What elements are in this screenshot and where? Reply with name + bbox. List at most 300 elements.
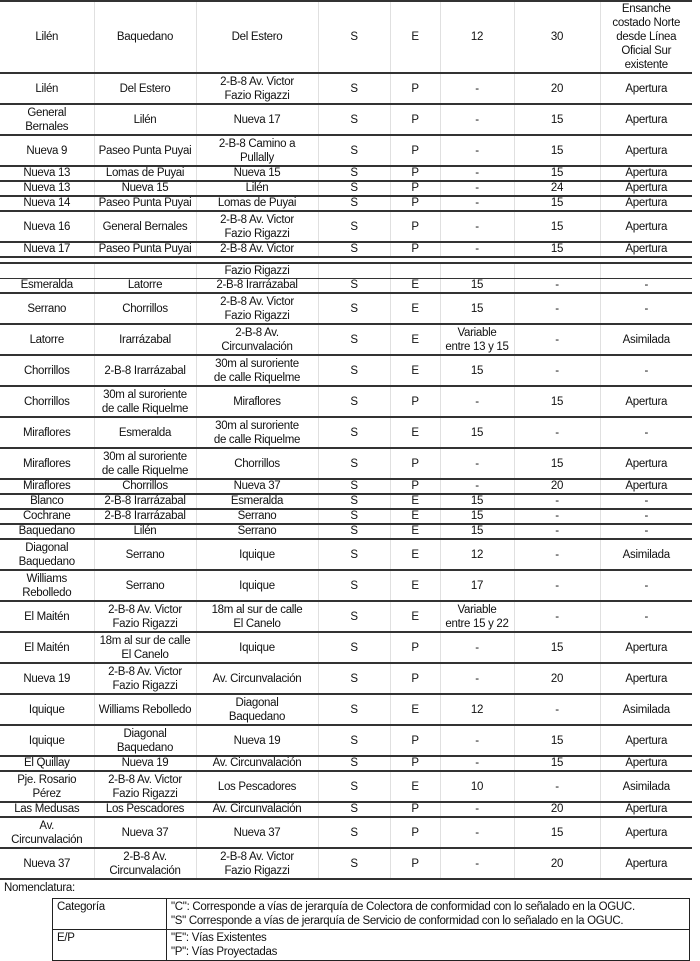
category-cell: S xyxy=(318,324,390,355)
existing-width-cell: - xyxy=(440,632,514,663)
existing-width-cell: - xyxy=(440,181,514,196)
to-street-cell: Iquique xyxy=(196,570,318,601)
projected-width-cell: 20 xyxy=(514,663,600,694)
road-table xyxy=(0,2,692,880)
from-street-cell: Diagonal Baquedano xyxy=(94,725,196,756)
observation-cell: - xyxy=(600,601,692,632)
observation-cell: - xyxy=(600,279,692,294)
street-name-cell xyxy=(0,263,94,279)
to-street-cell: Av. Circunvalación xyxy=(196,802,318,817)
category-cell: S xyxy=(318,817,390,848)
observation-cell: Apertura xyxy=(600,135,692,166)
projected-width-cell: 15 xyxy=(514,756,600,771)
projected-width-cell: - xyxy=(514,509,600,524)
street-name-cell: Nueva 17 xyxy=(0,242,94,257)
from-street-cell: 2-B-8 Av. Victor Fazio Rigazzi xyxy=(94,601,196,632)
existing-width-cell: 12 xyxy=(440,2,514,73)
projected-width-cell: - xyxy=(514,293,600,324)
category-cell: S xyxy=(318,166,390,181)
status-cell: E xyxy=(390,494,440,509)
observation-cell: Apertura xyxy=(600,448,692,479)
status-cell: P xyxy=(390,448,440,479)
projected-width-cell: - xyxy=(514,279,600,294)
status-cell: P xyxy=(390,135,440,166)
table-row xyxy=(0,135,692,166)
to-street-cell: Chorrillos xyxy=(196,448,318,479)
category-cell: S xyxy=(318,802,390,817)
table-row xyxy=(0,524,692,539)
to-street-cell: Serrano xyxy=(196,524,318,539)
nomenclature-label: Nomenclatura: xyxy=(4,882,75,894)
status-cell: E xyxy=(390,324,440,355)
projected-width-cell: 20 xyxy=(514,479,600,494)
existing-width-cell: - xyxy=(440,479,514,494)
projected-width-cell: 20 xyxy=(514,848,600,879)
from-street-cell: Paseo Punta Puyai xyxy=(94,135,196,166)
to-street-cell: Lomas de Puyai xyxy=(196,196,318,211)
observation-cell: Apertura xyxy=(600,386,692,417)
projected-width-cell: - xyxy=(514,570,600,601)
street-name-cell: Williams Rebolledo xyxy=(0,570,94,601)
to-street-cell: 2-B-8 Av. Victor xyxy=(196,242,318,257)
projected-width-cell: 30 xyxy=(514,2,600,73)
category-cell: S xyxy=(318,2,390,73)
observation-cell: Apertura xyxy=(600,663,692,694)
street-name-cell: Iquique xyxy=(0,725,94,756)
projected-width-cell: 24 xyxy=(514,181,600,196)
category-cell: S xyxy=(318,448,390,479)
category-cell: S xyxy=(318,694,390,725)
to-street-cell: 2-B-8 Av. Victor Fazio Rigazzi xyxy=(196,211,318,242)
to-street-cell: Fazio Rigazzi xyxy=(196,263,318,279)
street-name-cell: Pje. Rosario Pérez xyxy=(0,771,94,802)
projected-width-cell: 15 xyxy=(514,211,600,242)
from-street-cell: Del Estero xyxy=(94,73,196,104)
projected-width-cell: - xyxy=(514,539,600,570)
status-cell: P xyxy=(390,166,440,181)
to-street-cell: 2-B-8 Irarrázabal xyxy=(196,279,318,294)
existing-width-cell: - xyxy=(440,663,514,694)
existing-width-cell: - xyxy=(440,817,514,848)
nomenclature-table xyxy=(52,898,690,961)
observation-cell: Apertura xyxy=(600,756,692,771)
to-street-cell: 30m al suroriente de calle Riquelme xyxy=(196,355,318,386)
table-row xyxy=(0,570,692,601)
table-row xyxy=(0,417,692,448)
category-cell: S xyxy=(318,509,390,524)
existing-width-cell: Variable entre 13 y 15 xyxy=(440,324,514,355)
from-street-cell: Chorrillos xyxy=(94,293,196,324)
projected-width-cell: - xyxy=(514,524,600,539)
from-street-cell: 2-B-8 Av. Victor Fazio Rigazzi xyxy=(94,771,196,802)
legend-value xyxy=(167,930,690,961)
observation-cell: - xyxy=(600,494,692,509)
table-row xyxy=(0,694,692,725)
table-row xyxy=(0,539,692,570)
from-street-cell: Lilén xyxy=(94,524,196,539)
legend-line: "E": Vías Existentes xyxy=(171,932,267,944)
from-street-cell: Baquedano xyxy=(94,2,196,73)
status-cell: P xyxy=(390,479,440,494)
table-row xyxy=(0,494,692,509)
to-street-cell: 18m al sur de calle El Canelo xyxy=(196,601,318,632)
from-street-cell: Irarrázabal xyxy=(94,324,196,355)
category-cell: S xyxy=(318,242,390,257)
from-street-cell: Nueva 15 xyxy=(94,181,196,196)
existing-width-cell: - xyxy=(440,725,514,756)
street-name-cell: El Quillay xyxy=(0,756,94,771)
projected-width-cell: 15 xyxy=(514,242,600,257)
projected-width-cell: - xyxy=(514,494,600,509)
to-street-cell: 2-B-8 Av. Victor Fazio Rigazzi xyxy=(196,848,318,879)
from-street-cell: Lomas de Puyai xyxy=(94,166,196,181)
table-row xyxy=(0,181,692,196)
table-row xyxy=(0,73,692,104)
street-name-cell: Miraflores xyxy=(0,417,94,448)
street-name-cell: Chorrillos xyxy=(0,355,94,386)
projected-width-cell: 15 xyxy=(514,386,600,417)
existing-width-cell: - xyxy=(440,802,514,817)
existing-width-cell: 15 xyxy=(440,524,514,539)
street-name-cell: Serrano xyxy=(0,293,94,324)
to-street-cell: Lilén xyxy=(196,181,318,196)
from-street-cell: Lilén xyxy=(94,104,196,135)
table-row xyxy=(0,324,692,355)
from-street-cell: Los Pescadores xyxy=(94,802,196,817)
legend-value xyxy=(167,899,690,930)
status-cell: E xyxy=(390,2,440,73)
table-row xyxy=(0,242,692,257)
to-street-cell: Nueva 37 xyxy=(196,817,318,848)
table-row xyxy=(0,632,692,663)
from-street-cell: Serrano xyxy=(94,539,196,570)
status-cell: E xyxy=(390,509,440,524)
projected-width-cell: - xyxy=(514,324,600,355)
table-row xyxy=(0,756,692,771)
category-cell: S xyxy=(318,848,390,879)
status-cell: P xyxy=(390,848,440,879)
table-row xyxy=(0,263,692,279)
from-street-cell: Nueva 37 xyxy=(94,817,196,848)
status-cell: E xyxy=(390,601,440,632)
to-street-cell: Nueva 17 xyxy=(196,104,318,135)
observation-cell: Apertura xyxy=(600,242,692,257)
table-row xyxy=(0,817,692,848)
legend-line: "S" Corresponde a vías de jerarquía de Servicio de conformidad con lo señalado en la OGUC. xyxy=(171,915,624,927)
observation-cell: - xyxy=(600,293,692,324)
existing-width-cell: 15 xyxy=(440,494,514,509)
status-cell: P xyxy=(390,211,440,242)
to-street-cell: Av. Circunvalación xyxy=(196,756,318,771)
observation-cell: Apertura xyxy=(600,802,692,817)
from-street-cell: Nueva 19 xyxy=(94,756,196,771)
existing-width-cell: - xyxy=(440,242,514,257)
street-name-cell: Esmeralda xyxy=(0,279,94,294)
status-cell: P xyxy=(390,73,440,104)
status-cell: P xyxy=(390,725,440,756)
from-street-cell: Latorre xyxy=(94,279,196,294)
to-street-cell: Iquique xyxy=(196,539,318,570)
to-street-cell: Miraflores xyxy=(196,386,318,417)
from-street-cell: 2-B-8 Av. Circunvalación xyxy=(94,848,196,879)
street-name-cell: Nueva 37 xyxy=(0,848,94,879)
existing-width-cell: - xyxy=(440,848,514,879)
observation-cell: Apertura xyxy=(600,166,692,181)
status-cell: E xyxy=(390,570,440,601)
table-row xyxy=(0,2,692,73)
projected-width-cell: - xyxy=(514,601,600,632)
street-name-cell: Nueva 19 xyxy=(0,663,94,694)
table-row xyxy=(0,448,692,479)
status-cell: E xyxy=(390,355,440,386)
to-street-cell: Av. Circunvalación xyxy=(196,663,318,694)
table-row xyxy=(0,355,692,386)
legend-row-category xyxy=(53,899,690,930)
to-street-cell: Iquique xyxy=(196,632,318,663)
to-street-cell: Nueva 15 xyxy=(196,166,318,181)
table-row xyxy=(0,509,692,524)
existing-width-cell: 15 xyxy=(440,355,514,386)
legend-row-ep xyxy=(53,930,690,961)
to-street-cell: Nueva 19 xyxy=(196,725,318,756)
existing-width-cell: - xyxy=(440,448,514,479)
street-name-cell: Av. Circunvalación xyxy=(0,817,94,848)
street-name-cell: Nueva 14 xyxy=(0,196,94,211)
to-street-cell: 2-B-8 Camino a Pullally xyxy=(196,135,318,166)
status-cell: P xyxy=(390,632,440,663)
status-cell: P xyxy=(390,802,440,817)
existing-width-cell: 15 xyxy=(440,279,514,294)
existing-width-cell: 15 xyxy=(440,417,514,448)
projected-width-cell: - xyxy=(514,355,600,386)
table-row xyxy=(0,386,692,417)
status-cell: P xyxy=(390,104,440,135)
existing-width-cell: - xyxy=(440,756,514,771)
status-cell: P xyxy=(390,196,440,211)
table-row xyxy=(0,211,692,242)
category-cell: S xyxy=(318,417,390,448)
observation-cell: Apertura xyxy=(600,73,692,104)
category-cell: S xyxy=(318,725,390,756)
observation-cell: Asimilada xyxy=(600,694,692,725)
table-row xyxy=(0,771,692,802)
category-cell: S xyxy=(318,479,390,494)
observation-cell: - xyxy=(600,509,692,524)
from-street-cell: Chorrillos xyxy=(94,479,196,494)
to-street-cell: Del Estero xyxy=(196,2,318,73)
street-name-cell: Miraflores xyxy=(0,479,94,494)
existing-width-cell: 10 xyxy=(440,771,514,802)
category-cell: S xyxy=(318,771,390,802)
status-cell: P xyxy=(390,242,440,257)
street-name-cell: Diagonal Baquedano xyxy=(0,539,94,570)
street-name-cell: Latorre xyxy=(0,324,94,355)
status-cell: E xyxy=(390,417,440,448)
table-row xyxy=(0,279,692,294)
street-name-cell: Nueva 13 xyxy=(0,181,94,196)
observation-cell: - xyxy=(600,355,692,386)
category-cell: S xyxy=(318,756,390,771)
observation-cell: Apertura xyxy=(600,196,692,211)
category-cell: S xyxy=(318,104,390,135)
observation-cell: Apertura xyxy=(600,817,692,848)
observation-cell: Apertura xyxy=(600,181,692,196)
to-street-cell: 2-B-8 Av. Circunvalación xyxy=(196,324,318,355)
projected-width-cell: 15 xyxy=(514,196,600,211)
observation-cell: - xyxy=(600,524,692,539)
legend-key: Categoría xyxy=(53,899,167,930)
to-street-cell: 2-B-8 Av. Victor Fazio Rigazzi xyxy=(196,293,318,324)
street-name-cell: Nueva 9 xyxy=(0,135,94,166)
table-row xyxy=(0,848,692,879)
projected-width-cell: 15 xyxy=(514,166,600,181)
observation-cell: - xyxy=(600,417,692,448)
street-name-cell: El Maitén xyxy=(0,632,94,663)
existing-width-cell: - xyxy=(440,166,514,181)
table-row xyxy=(0,479,692,494)
category-cell: S xyxy=(318,293,390,324)
street-name-cell: Miraflores xyxy=(0,448,94,479)
projected-width-cell: - xyxy=(514,417,600,448)
category-cell: S xyxy=(318,196,390,211)
status-cell: E xyxy=(390,293,440,324)
category-cell: S xyxy=(318,355,390,386)
existing-width-cell: - xyxy=(440,386,514,417)
existing-width-cell xyxy=(440,263,514,279)
status-cell: P xyxy=(390,663,440,694)
street-name-cell: Lilén xyxy=(0,2,94,73)
status-cell: E xyxy=(390,771,440,802)
category-cell xyxy=(318,263,390,279)
projected-width-cell: 15 xyxy=(514,817,600,848)
projected-width-cell: - xyxy=(514,694,600,725)
to-street-cell: Esmeralda xyxy=(196,494,318,509)
to-street-cell: Diagonal Baquedano xyxy=(196,694,318,725)
observation-cell: Apertura xyxy=(600,632,692,663)
category-cell: S xyxy=(318,135,390,166)
status-cell xyxy=(390,263,440,279)
from-street-cell: Esmeralda xyxy=(94,417,196,448)
status-cell: E xyxy=(390,694,440,725)
street-name-cell: Baquedano xyxy=(0,524,94,539)
table-row xyxy=(0,166,692,181)
street-name-cell: Chorrillos xyxy=(0,386,94,417)
street-name-cell: Cochrane xyxy=(0,509,94,524)
projected-width-cell: 20 xyxy=(514,73,600,104)
street-name-cell: El Maitén xyxy=(0,601,94,632)
observation-cell: Asimilada xyxy=(600,324,692,355)
status-cell: E xyxy=(390,524,440,539)
street-name-cell: Lilén xyxy=(0,73,94,104)
from-street-cell: 2-B-8 Irarrázabal xyxy=(94,509,196,524)
category-cell: S xyxy=(318,539,390,570)
category-cell: S xyxy=(318,386,390,417)
table-row xyxy=(0,725,692,756)
legend-line: "C": Corresponde a vías de jerarquía de Colectora de conformidad con lo señalado en la OGUC. xyxy=(171,901,635,913)
existing-width-cell: 12 xyxy=(440,694,514,725)
projected-width-cell: - xyxy=(514,771,600,802)
existing-width-cell: - xyxy=(440,104,514,135)
observation-cell: Apertura xyxy=(600,725,692,756)
street-name-cell: Las Medusas xyxy=(0,802,94,817)
observation-cell: Apertura xyxy=(600,848,692,879)
from-street-cell: General Bernales xyxy=(94,211,196,242)
from-street-cell: Paseo Punta Puyai xyxy=(94,242,196,257)
projected-width-cell: 15 xyxy=(514,632,600,663)
projected-width-cell: 15 xyxy=(514,135,600,166)
from-street-cell: 30m al suroriente de calle Riquelme xyxy=(94,386,196,417)
existing-width-cell: 12 xyxy=(440,539,514,570)
observation-cell: Apertura xyxy=(600,479,692,494)
observation-cell: - xyxy=(600,570,692,601)
table-row xyxy=(0,196,692,211)
existing-width-cell: 17 xyxy=(440,570,514,601)
status-cell: P xyxy=(390,817,440,848)
existing-width-cell: Variable entre 15 y 22 xyxy=(440,601,514,632)
table-row xyxy=(0,663,692,694)
street-name-cell: Iquique xyxy=(0,694,94,725)
street-name-cell: General Bernales xyxy=(0,104,94,135)
from-street-cell: 2-B-8 Av. Victor Fazio Rigazzi xyxy=(94,663,196,694)
from-street-cell: Serrano xyxy=(94,570,196,601)
legend-line: "P": Vías Proyectadas xyxy=(171,946,278,958)
from-street-cell: 18m al sur de calle El Canelo xyxy=(94,632,196,663)
from-street-cell: Williams Rebolledo xyxy=(94,694,196,725)
projected-width-cell xyxy=(514,263,600,279)
category-cell: S xyxy=(318,73,390,104)
projected-width-cell: 15 xyxy=(514,448,600,479)
projected-width-cell: 15 xyxy=(514,725,600,756)
category-cell: S xyxy=(318,524,390,539)
observation-cell: Apertura xyxy=(600,104,692,135)
legend-key: E/P xyxy=(53,930,167,961)
existing-width-cell: - xyxy=(440,196,514,211)
category-cell: S xyxy=(318,570,390,601)
from-street-cell: 2-B-8 Irarrázabal xyxy=(94,494,196,509)
existing-width-cell: - xyxy=(440,73,514,104)
existing-width-cell: 15 xyxy=(440,509,514,524)
street-name-cell: Nueva 13 xyxy=(0,166,94,181)
table-row xyxy=(0,104,692,135)
status-cell: P xyxy=(390,181,440,196)
category-cell: S xyxy=(318,181,390,196)
observation-cell: Asimilada xyxy=(600,771,692,802)
status-cell: E xyxy=(390,279,440,294)
projected-width-cell: 20 xyxy=(514,802,600,817)
to-street-cell: Los Pescadores xyxy=(196,771,318,802)
observation-cell: Ensanche costado Norte desde Línea Oficial Sur existente xyxy=(600,2,692,73)
observation-cell: Asimilada xyxy=(600,539,692,570)
observation-cell: Apertura xyxy=(600,211,692,242)
observation-cell xyxy=(600,263,692,279)
projected-width-cell: 15 xyxy=(514,104,600,135)
from-street-cell xyxy=(94,263,196,279)
status-cell: P xyxy=(390,386,440,417)
existing-width-cell: - xyxy=(440,135,514,166)
category-cell: S xyxy=(318,494,390,509)
street-name-cell: Nueva 16 xyxy=(0,211,94,242)
existing-width-cell: 15 xyxy=(440,293,514,324)
table-row xyxy=(0,601,692,632)
from-street-cell: Paseo Punta Puyai xyxy=(94,196,196,211)
from-street-cell: 2-B-8 Irarrázabal xyxy=(94,355,196,386)
status-cell: E xyxy=(390,539,440,570)
category-cell: S xyxy=(318,632,390,663)
from-street-cell: 30m al suroriente de calle Riquelme xyxy=(94,448,196,479)
existing-width-cell: - xyxy=(440,211,514,242)
category-cell: S xyxy=(318,663,390,694)
to-street-cell: 2-B-8 Av. Victor Fazio Rigazzi xyxy=(196,73,318,104)
